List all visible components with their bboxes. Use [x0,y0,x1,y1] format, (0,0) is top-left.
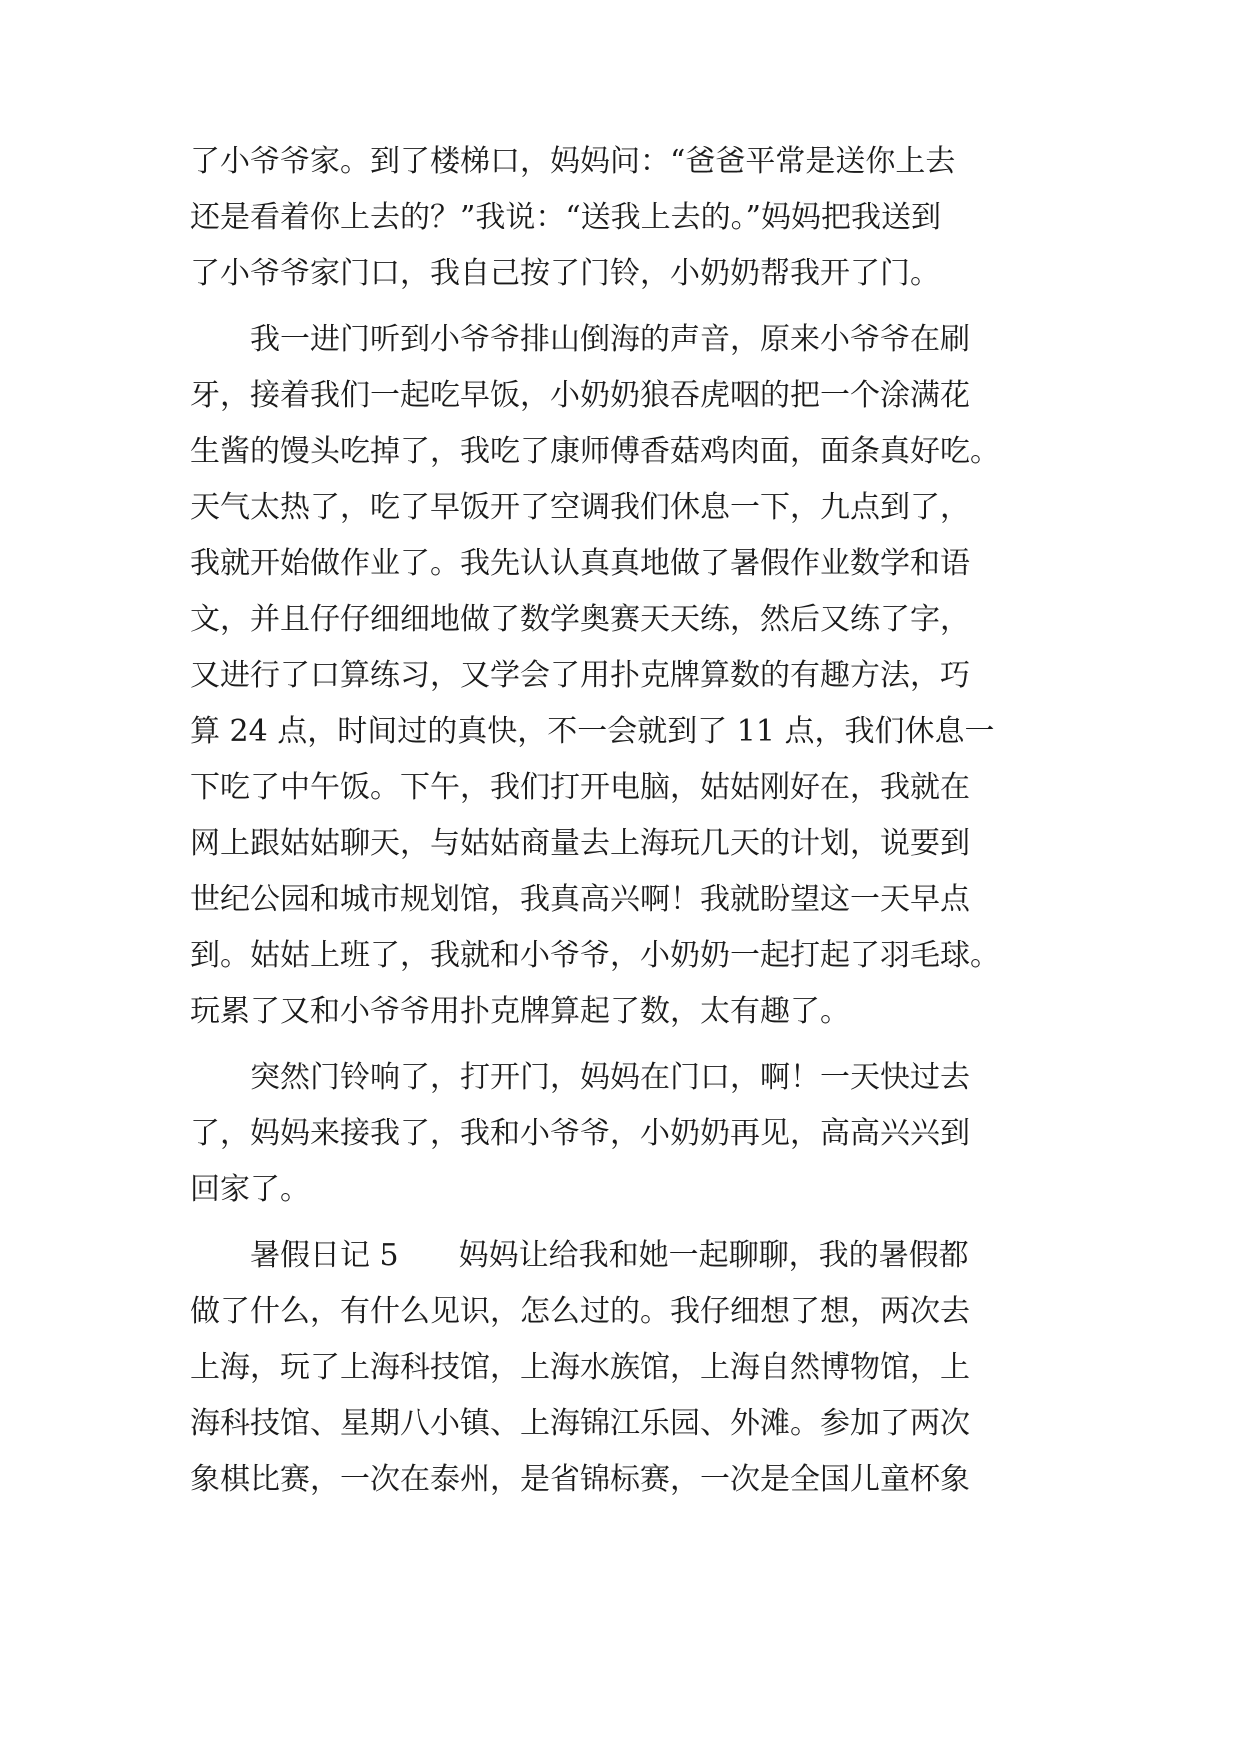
paragraph-3 [190,1050,1070,1218]
text-line: 突然门铃响了，打开门，妈妈在门口，啊！一天快过去 [190,1060,970,1095]
text-line: 牙，接着我们一起吃早饭，小奶奶狼吞虎咽的把一个涂满花 [190,378,970,413]
text-line: 象棋比赛，一次在泰州，是省锦标赛，一次是全国儿童杯象 [190,1462,970,1497]
text-line: 到。姑姑上班了，我就和小爷爷，小奶奶一起打起了羽毛球。 [190,938,1000,973]
text-line: 天气太热了，吃了早饭开了空调我们休息一下，九点到了， [190,490,970,525]
text-line: 海科技馆、星期八小镇、上海锦江乐园、外滩。参加了两次 [190,1406,970,1441]
text-line: 我一进门听到小爷爷排山倒海的声音，原来小爷爷在刷 [190,322,970,357]
text-line: 文，并且仔仔细细地做了数学奥赛天天练，然后又练了字， [190,602,970,637]
text-line: 了小爷爷家。到了楼梯口，妈妈问：“爸爸平常是送你上去 [190,144,956,179]
text-line: 算 24 点，时间过的真快，不一会就到了 11 点，我们休息一 [190,714,995,749]
text-line: 了，妈妈来接我了，我和小爷爷，小奶奶再见，高高兴兴到 [190,1116,970,1151]
text-line: 玩累了又和小爷爷用扑克牌算起了数，太有趣了。 [190,994,850,1029]
text-line: 上海，玩了上海科技馆，上海水族馆，上海自然博物馆，上 [190,1350,970,1385]
text-line: 生酱的馒头吃掉了，我吃了康师傅香菇鸡肉面，面条真好吃。 [190,434,1000,469]
paragraph-4 [190,1228,1070,1508]
text-line: 我就开始做作业了。我先认认真真地做了暑假作业数学和语 [190,546,970,581]
text-line: 暑假日记 5 妈妈让给我和她一起聊聊，我的暑假都 [190,1238,969,1273]
paragraph-2 [190,312,1070,1040]
text-line: 回家了。 [190,1172,310,1207]
text-line: 了小爷爷家门口，我自己按了门铃，小奶奶帮我开了门。 [190,256,940,291]
text-line: 又进行了口算练习，又学会了用扑克牌算数的有趣方法，巧 [190,658,970,693]
text-line: 下吃了中午饭。下午，我们打开电脑，姑姑刚好在，我就在 [190,770,970,805]
text-line: 世纪公园和城市规划馆，我真高兴啊！我就盼望这一天早点 [190,882,970,917]
text-line: 还是看着你上去的？”我说：“送我上去的。”妈妈把我送到 [190,200,942,235]
diary-text [190,134,1070,1508]
text-line: 网上跟姑姑聊天，与姑姑商量去上海玩几天的计划，说要到 [190,826,970,861]
text-line: 做了什么，有什么见识，怎么过的。我仔细想了想，两次去 [190,1294,970,1329]
paragraph-1 [190,134,1070,302]
